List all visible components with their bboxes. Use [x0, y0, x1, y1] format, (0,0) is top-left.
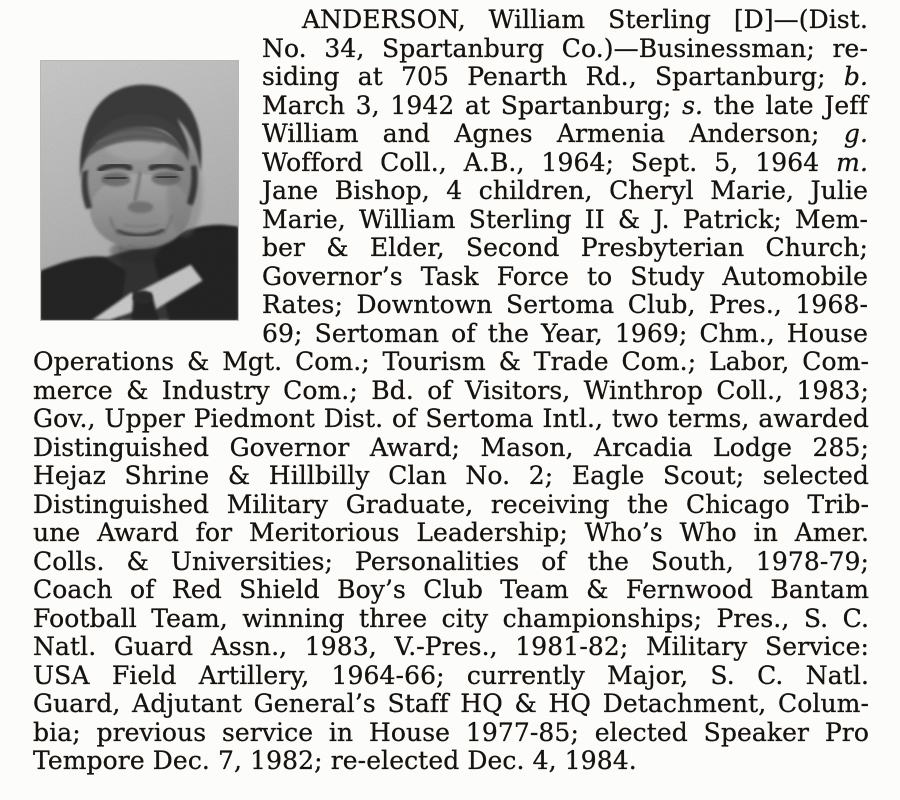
entry-line	[262, 177, 868, 206]
entry-line-text: Operations & Mgt. Com.; Tourism & Trade Com.; Labor, Com-	[33, 347, 869, 376]
entry-line-text: ber & Elder, Second Presbyterian Church;	[262, 233, 868, 262]
entry-line-text: William and Agnes Armenia Anderson;	[262, 119, 844, 148]
entry-line	[33, 519, 869, 548]
entry-line-text: March 3, 1942 at Spartanburg;	[262, 90, 683, 120]
entry-line	[262, 63, 868, 92]
entry-line-text: Marie, William Sterling II & J. Patrick; Mem-	[262, 204, 868, 234]
entry-line	[262, 234, 868, 263]
entry-line	[262, 320, 868, 349]
entry-line	[262, 92, 868, 121]
entry-line-text: No. 34, Spartanburg Co.)—Businessman; re-	[262, 33, 868, 63]
italic-abbreviation: m.	[836, 147, 868, 177]
entry-line-text: Distinguished Governor Award; Mason, Arcadia Lodge 285;	[33, 432, 869, 462]
entry-line-text: siding at 705 Penarth Rd., Spartanburg;	[262, 62, 844, 91]
entry-line-text: USA Field Artillery, 1964-66; currently Major, S. C. Natl.	[33, 660, 869, 690]
italic-abbreviation: g.	[843, 119, 868, 148]
entry-line-text: Hejaz Shrine & Hillbilly Clan No. 2; Eagle Scout; selected	[33, 461, 869, 490]
entry-line-text: Governor’s Task Force to Study Automobile	[262, 261, 868, 291]
entry-line	[33, 747, 869, 776]
entry-line-text: ANDERSON, William Sterling [D]—(Dist.	[302, 5, 868, 34]
portrait-illustration	[41, 61, 238, 320]
entry-line-text: Coach of Red Shield Boy’s Club Team & Fernwood Bantam	[33, 575, 869, 604]
entry-line	[33, 633, 869, 662]
portrait-photo	[41, 61, 238, 320]
entry-line	[262, 263, 868, 292]
entry-line	[262, 291, 868, 320]
entry-line-text: Jane Bishop, 4 children, Cheryl Marie, Julie	[262, 176, 868, 205]
entry-line	[33, 690, 869, 719]
entry-line	[33, 605, 869, 634]
entry-line-text: Colls. & Universities; Personalities of the South, 1978-79;	[33, 546, 869, 576]
entry-line-text: Wofford Coll., A.B., 1964; Sept. 5, 1964	[262, 147, 837, 177]
entry-line-text: merce & Industry Com.; Bd. of Visitors, Winthrop Coll., 1983;	[33, 375, 869, 405]
entry-line	[262, 149, 868, 178]
entry-text-full-width	[33, 348, 869, 776]
entry-line-text: bia; previous service in House 1977-85; elected Speaker Pro	[33, 717, 869, 747]
entry-line	[33, 662, 869, 691]
entry-line	[33, 462, 869, 491]
entry-line-text: Distinguished Military Graduate, receiving the Chicago Trib-	[33, 489, 869, 519]
entry-line	[262, 6, 868, 35]
entry-line	[262, 206, 868, 235]
entry-line	[33, 548, 869, 577]
entry-line-text: une Award for Meritorious Leadership; Who’s Who in Amer.	[33, 518, 869, 547]
entry-line	[33, 719, 869, 748]
entry-line-text: 69; Sertoman of the Year, 1969; Chm., House	[262, 318, 868, 348]
entry-line-text: the late Jeff	[703, 90, 868, 120]
entry-line	[33, 491, 869, 520]
entry-line-text: Tempore Dec. 7, 1982; re-elected Dec. 4, 1984.	[33, 746, 637, 775]
italic-abbreviation: s.	[682, 90, 704, 120]
entry-line	[33, 348, 869, 377]
entry-line	[33, 576, 869, 605]
italic-abbreviation: b.	[843, 62, 868, 91]
entry-line	[262, 120, 868, 149]
entry-line-text: Gov., Upper Piedmont Dist. of Sertoma Intl., two terms, awarded	[33, 404, 869, 433]
entry-line-text: Football Team, winning three city championships; Pres., S. C.	[33, 603, 869, 633]
entry-text-beside-photo	[262, 6, 868, 348]
entry-line	[262, 35, 868, 64]
entry-line	[33, 377, 869, 406]
entry-line	[33, 405, 869, 434]
entry-line	[33, 434, 869, 463]
entry-line-text: Rates; Downtown Sertoma Club, Pres., 1968-	[262, 290, 868, 319]
entry-line-text: Guard, Adjutant General’s Staff HQ & HQ Detachment, Colum-	[33, 689, 869, 718]
entry-line-text: Natl. Guard Assn., 1983, V.-Pres., 1981-82; Military Service:	[33, 632, 869, 661]
